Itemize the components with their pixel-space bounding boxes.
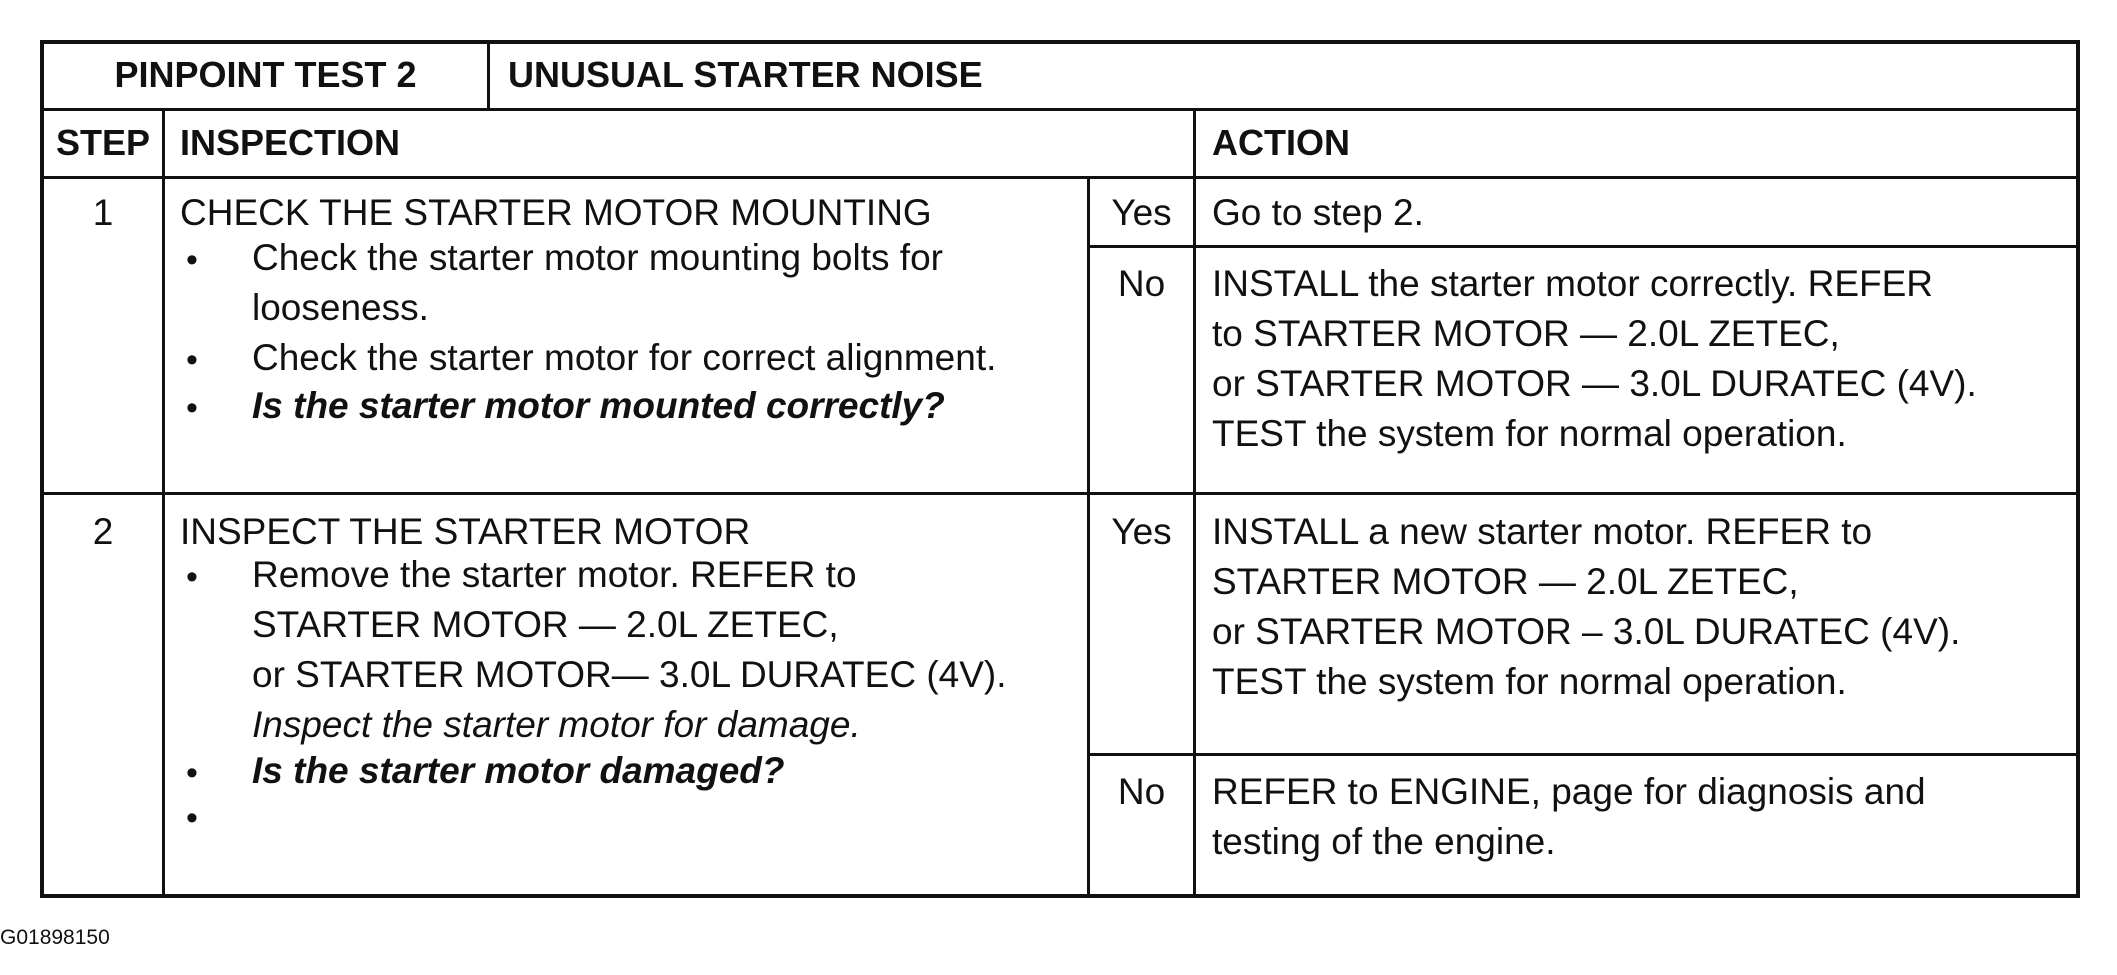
rule-title-divider: [487, 40, 490, 109]
rule-action-column: [1193, 109, 1196, 898]
action-line: INSTALL the starter motor correctly. REFER: [1212, 263, 1933, 304]
pinpoint-test-table: [40, 40, 2080, 898]
yes-label: Yes: [1111, 192, 1172, 233]
action-line: STARTER MOTOR — 2.0L ZETEC,: [1212, 561, 1799, 602]
inspection-line: or STARTER MOTOR— 3.0L DURATEC (4V).: [252, 654, 1007, 695]
bullet-icon: •: [186, 389, 198, 427]
inspection-question: Is the starter motor mounted correctly?: [252, 385, 945, 426]
action-line: testing of the engine.: [1212, 821, 1556, 862]
step-title: CHECK THE STARTER MOTOR MOUNTING: [180, 192, 932, 233]
action-line: TEST the system for normal operation.: [1212, 661, 1847, 702]
step-number: 2: [92, 511, 114, 552]
bullet-icon: •: [186, 241, 198, 279]
action-line: to STARTER MOTOR — 2.0L ZETEC,: [1212, 313, 1840, 354]
table-border-left: [40, 40, 44, 898]
table-border-bottom: [40, 894, 2080, 898]
step-number: 1: [92, 192, 114, 233]
test-id: PINPOINT TEST 2: [114, 54, 417, 95]
rule-step1-yes-no: [1088, 245, 2080, 248]
figure-id-caption: G01898150: [0, 926, 110, 949]
yes-label: Yes: [1111, 511, 1172, 552]
no-label: No: [1117, 263, 1166, 304]
column-header-action: ACTION: [1212, 122, 1350, 163]
inspection-line: Check the starter motor for correct alignment.: [252, 337, 997, 378]
inspection-line: looseness.: [252, 287, 429, 328]
step-title: INSPECT THE STARTER MOTOR: [180, 511, 751, 552]
table-border-top: [40, 40, 2080, 44]
no-label: No: [1117, 771, 1166, 812]
bullet-icon: •: [186, 341, 198, 379]
test-title: UNUSUAL STARTER NOISE: [508, 54, 983, 95]
rule-between-steps: [40, 492, 2080, 495]
bullet-icon: •: [186, 799, 198, 837]
column-header-inspection: INSPECTION: [180, 122, 401, 163]
rule-under-columns: [40, 176, 2080, 179]
rule-step-column: [162, 109, 165, 898]
action-line: or STARTER MOTOR — 3.0L DURATEC (4V).: [1212, 363, 1977, 404]
bullet-icon: •: [186, 754, 198, 792]
action-line: INSTALL a new starter motor. REFER to: [1212, 511, 1873, 552]
inspection-italic-line: Inspect the starter motor for damage.: [252, 704, 861, 745]
table-border-right: [2076, 40, 2080, 898]
column-header-step: STEP: [55, 122, 151, 163]
inspection-question: Is the starter motor damaged?: [252, 750, 785, 791]
inspection-line: Check the starter motor mounting bolts for: [252, 237, 943, 278]
action-line: REFER to ENGINE, page for diagnosis and: [1212, 771, 1926, 812]
action-line: or STARTER MOTOR – 3.0L DURATEC (4V).: [1212, 611, 1961, 652]
rule-under-title: [40, 108, 2080, 111]
bullet-icon: •: [186, 558, 198, 596]
rule-step2-yes-no: [1088, 753, 2080, 756]
inspection-line: STARTER MOTOR — 2.0L ZETEC,: [252, 604, 839, 645]
inspection-line: Remove the starter motor. REFER to: [252, 554, 857, 595]
action-line: Go to step 2.: [1212, 192, 1424, 233]
action-line: TEST the system for normal operation.: [1212, 413, 1847, 454]
